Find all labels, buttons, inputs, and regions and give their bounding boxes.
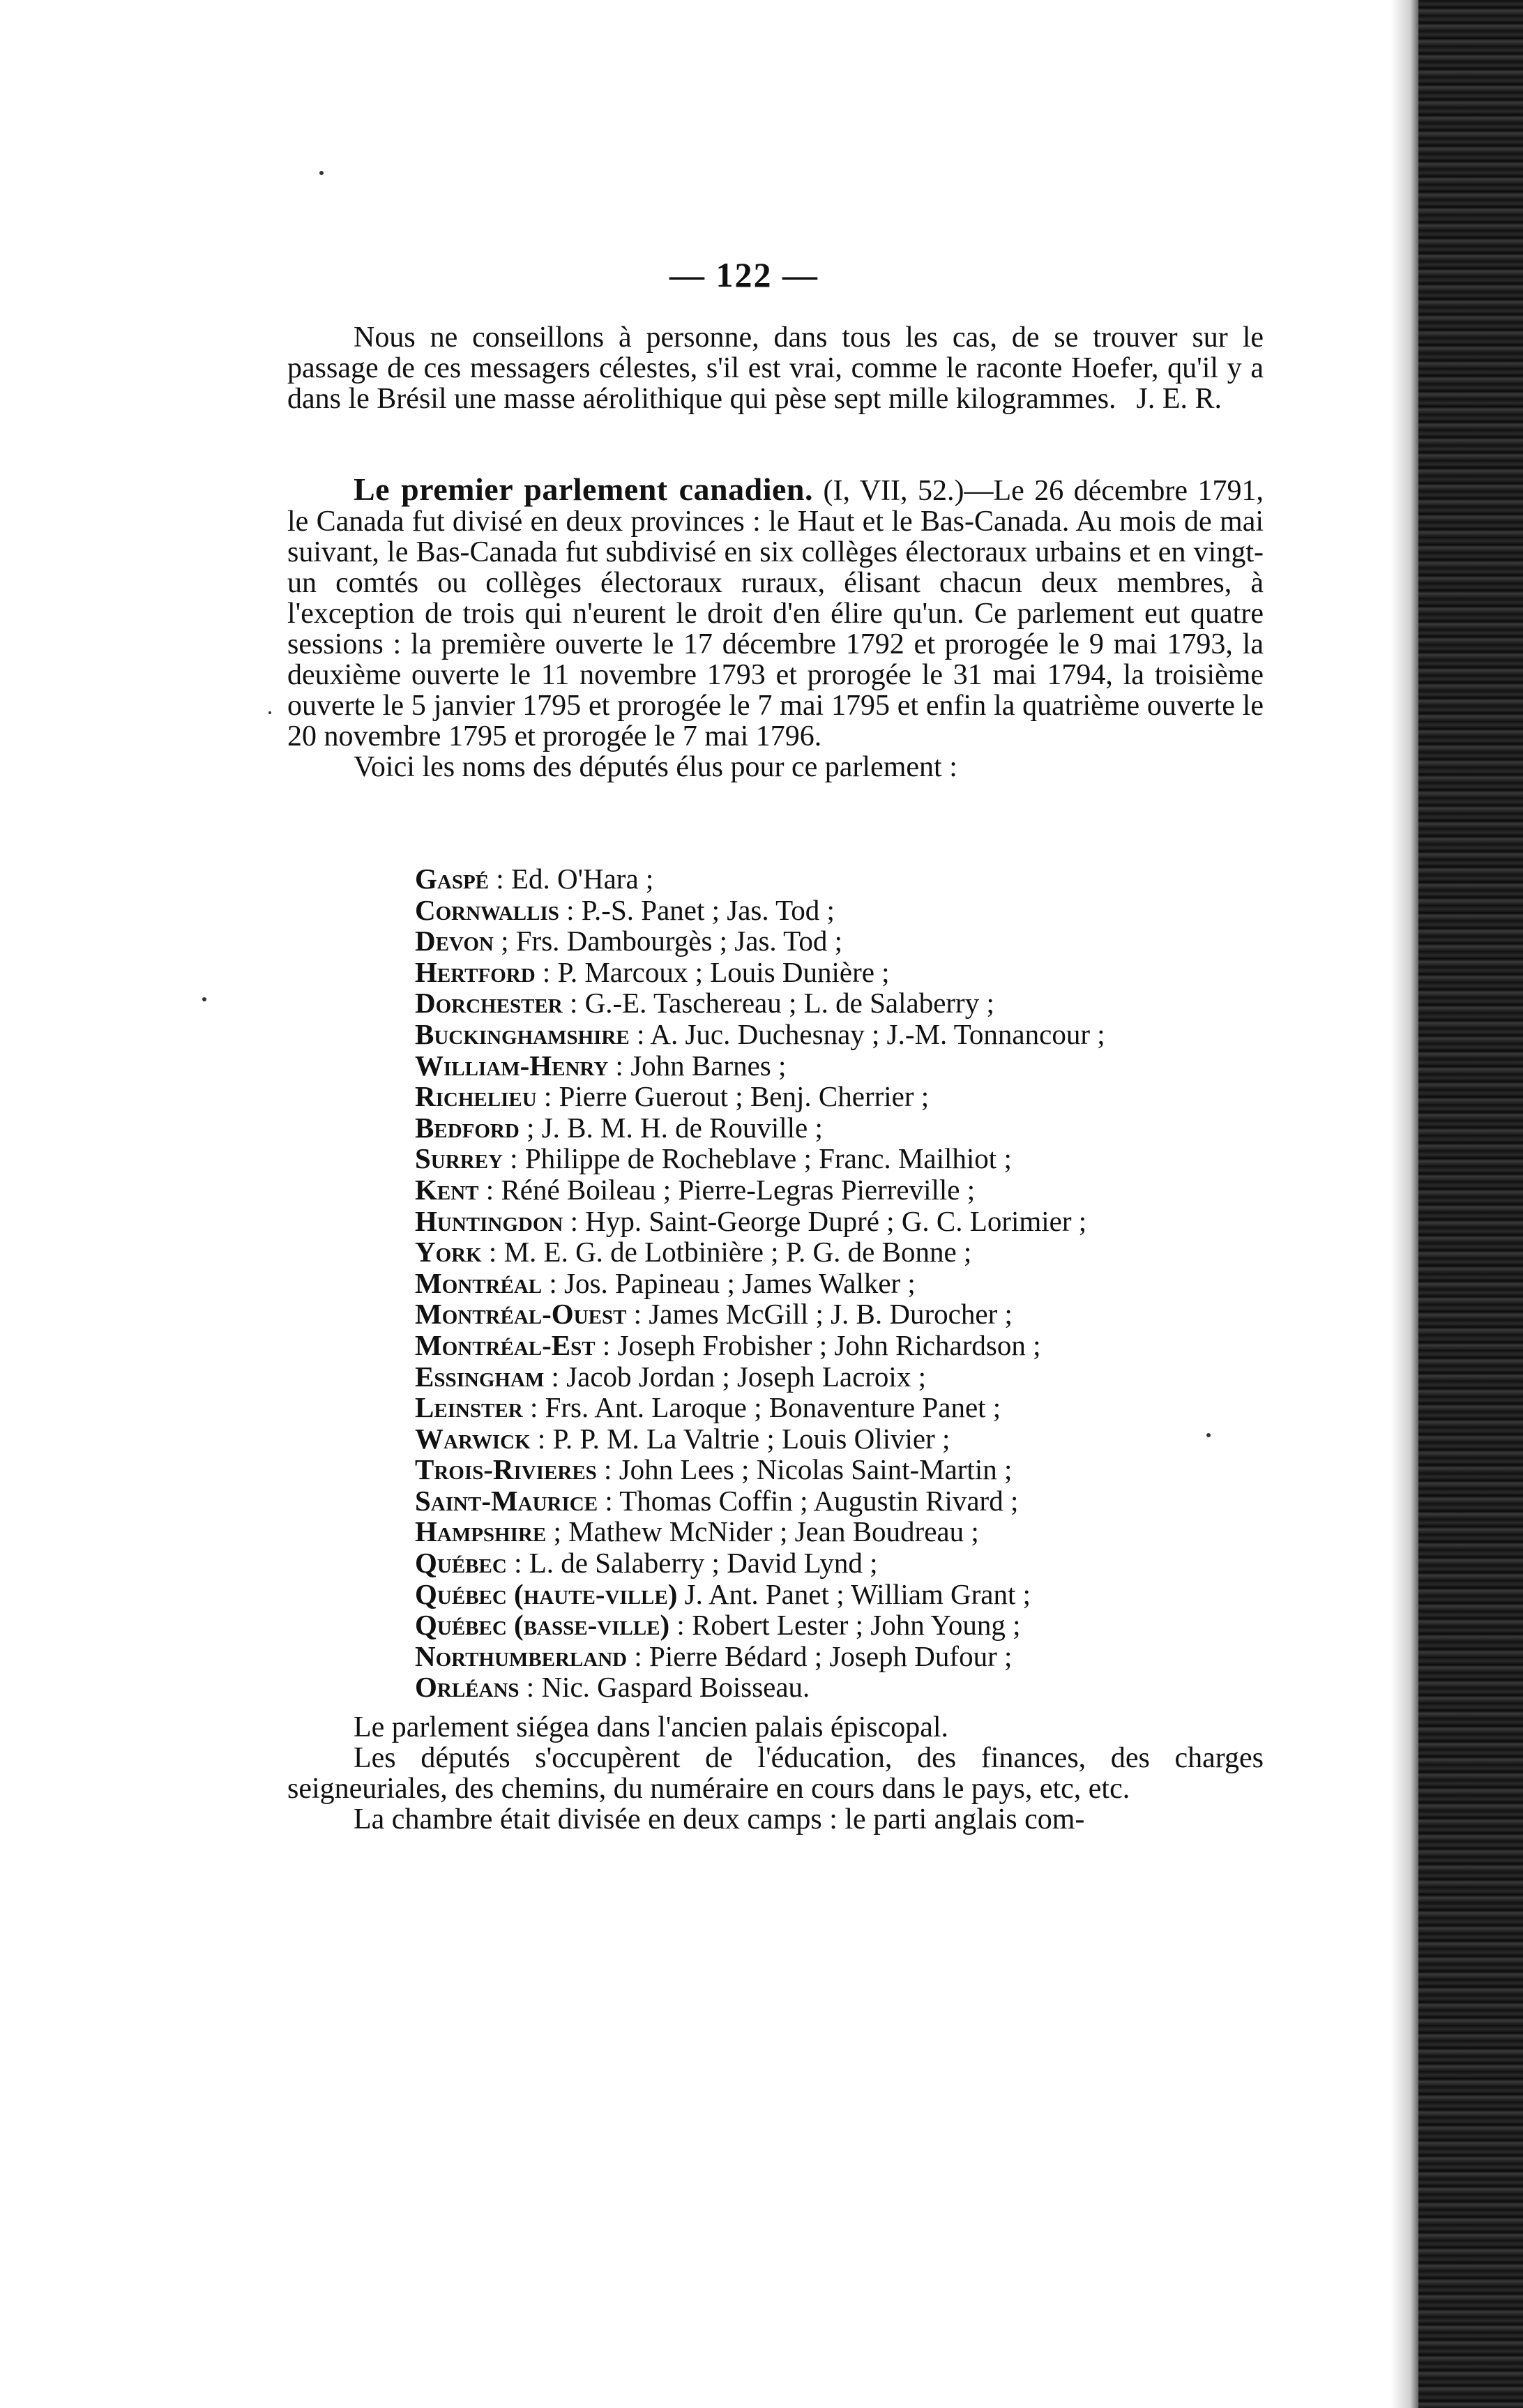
county-separator: : [489,863,511,895]
county-name: Devon [415,925,494,957]
deputy-entry [415,1268,1280,1299]
deputy-names: John Barnes ; [630,1049,787,1082]
county-name: Hampshire [415,1515,547,1548]
county-separator: : [478,1173,501,1206]
deputy-names: P. Marcoux ; Louis Dunière ; [557,955,890,988]
deputy-names: M. E. G. de Lotbinière ; P. G. de Bonne ; [503,1236,972,1269]
closing-paragraph: Le parlement siégea dans l'ancien palais épiscopal. [354,1711,949,1743]
deputy-entry [415,987,1280,1019]
deputy-names: Réné Boileau ; Pierre-Legras Pierreville ; [501,1173,976,1206]
county-separator: : [530,1422,553,1455]
article-section [287,471,1264,783]
deputy-names: Pierre Guerout ; Benj. Cherrier ; [559,1080,930,1113]
ink-speck [268,711,271,714]
county-name: Montréal-Est [415,1328,596,1361]
county-separator: : [506,1547,529,1580]
county-separator: : [502,1142,525,1175]
deputy-names: Frs. Ant. Laroque ; Bonaventure Panet ; [545,1391,1001,1424]
deputy-entry [415,1298,1280,1330]
county-separator: : [542,1266,565,1299]
deputy-names: Thomas Coffin ; Augustin Rivard ; [619,1484,1019,1517]
county-name: Kent [415,1173,479,1206]
county-name: Leinster [415,1391,523,1424]
county-name: William-Henry [415,1049,609,1082]
deputy-entry [415,1579,1280,1610]
deputy-entry [415,1236,1280,1268]
county-separator: ; [493,925,516,957]
county-name: Warwick [415,1422,531,1455]
deputy-names: Jos. Papineau ; James Walker ; [564,1266,916,1299]
deputy-entry [415,1641,1280,1672]
county-separator: : [522,1391,545,1424]
deputy-entry [415,1206,1280,1237]
deputy-entry [415,1019,1280,1050]
county-separator [677,1578,684,1610]
deputy-entry [415,895,1280,926]
county-separator: : [519,1671,542,1704]
county-name: Orléans [415,1671,520,1704]
county-separator: : [559,893,582,926]
deputies-list [415,863,1280,1703]
county-separator: ; [546,1515,569,1548]
county-name: Québec (haute-ville) [415,1577,678,1610]
county-name: Gaspé [415,863,490,895]
deputy-entry [415,1081,1280,1112]
deputy-names: Joseph Frobisher ; John Richardson ; [617,1328,1041,1361]
deputy-entry [415,1330,1280,1361]
closing-paragraphs [287,1712,1264,1835]
county-separator: : [596,1453,619,1486]
county-name: Richelieu [415,1080,537,1113]
deputy-names: James McGill ; J. B. Durocher ; [649,1298,1013,1331]
deputy-entry [415,1610,1280,1641]
deputy-names: Nic. Gaspard Boisseau. [541,1671,810,1704]
deputy-names: Frs. Dambourgès ; Jas. Tod ; [515,925,842,957]
deputy-names: Mathew McNider ; Jean Boudreau ; [568,1515,979,1548]
intro-paragraph [287,322,1264,414]
county-name: Trois-Rivieres [415,1453,597,1486]
deputy-entry [415,1112,1280,1144]
article-body: Le 26 décembre 1791, le Canada fut divisé en deux provinces : le Haut et le Bas-Canada. Au mois de mai suivant, le Bas-Canada fut subdivisé en six collèges électoraux urbains et en vingt-un comtés ou collèges électoraux ruraux, élisant chacun deux membres, à l'exception de trois qui n'eurent le droit d'en élire qu'un. Ce parlement eut quatre sessions : la première ouverte le 17 décembre 1792 et prorogée le 9 mai 1793, la deuxième ouverte le 11 novembre 1793 et prorogée le 31 mai 1794, la troisième ouverte le 5 janvier 1795 et prorogée le 7 mai 1795 et enfin la quatrième ouverte le 20 novembre 1795 et prorogée le 7 mai 1796. [287,475,1264,752]
county-separator: : [562,987,585,1020]
county-separator: : [563,1204,586,1237]
deputy-entry [415,1361,1280,1393]
deputy-entry [415,1174,1280,1206]
county-name: Montréal [415,1266,543,1299]
county-name: Dorchester [415,987,563,1020]
deputy-names: A. Juc. Duchesnay ; J.-M. Tonnancour ; [650,1017,1105,1050]
article-reference: (I, VII, 52.)— [823,475,994,507]
county-separator: : [626,1298,649,1331]
deputy-entry [415,863,1280,895]
deputy-entry [415,957,1280,988]
deputy-names: P.-S. Panet ; Jas. Tod ; [581,893,835,926]
deputy-entry [415,925,1280,957]
deputy-names: Philippe de Rocheblave ; Franc. Mailhiot ; [524,1142,1012,1175]
county-name: Montréal-Ouest [415,1298,627,1331]
page-binding-edge [1418,0,1523,2408]
deputy-entry [415,1672,1280,1703]
county-separator: : [535,955,558,988]
intro-text: Nous ne conseillons à personne, dans tous les cas, de se trouver sur le passage de ces messagers célestes, s'il est vrai, comme le raconte Hoefer, qu'il y a dans le Brésil une masse aérolithique qui pèse sept mille kilogrammes. [287,321,1264,415]
article-title: Le premier parlement canadien. [354,471,813,507]
deputy-entry [415,1516,1280,1547]
county-separator: : [536,1080,559,1113]
ink-speck [319,171,324,175]
county-separator: : [595,1328,618,1361]
deputy-entry [415,1050,1280,1082]
county-separator: : [629,1017,651,1050]
deputy-entry [415,1547,1280,1579]
county-separator: : [627,1640,650,1672]
deputy-names: Ed. O'Hara ; [510,863,654,895]
deputy-names: Robert Lester ; John Young ; [692,1609,1021,1642]
ink-speck [202,997,206,1001]
deputy-names: L. de Salaberry ; David Lynd ; [529,1547,878,1580]
deputy-entry [415,1143,1280,1174]
deputy-names: Pierre Bédard ; Joseph Dufour ; [649,1640,1013,1672]
county-name: Bedford [415,1111,520,1144]
county-separator: : [669,1609,692,1642]
county-separator: : [608,1049,631,1082]
closing-paragraph: Les députés s'occupèrent de l'éducation, des finances, des charges seigneuriales, des chemins, du numéraire en cours dans le pays, etc, etc. [287,1742,1264,1805]
county-name: Québec (basse-ville) [415,1609,670,1642]
county-name: Hertford [415,955,536,988]
county-separator: : [598,1484,620,1517]
deputy-names: J. Ant. Panet ; William Grant ; [684,1577,1031,1610]
intro-signature: J. E. R. [1136,383,1222,415]
deputy-names: G.-E. Taschereau ; L. de Salaberry ; [584,987,994,1020]
county-name: Buckinghamshire [415,1017,630,1050]
deputy-names: P. P. M. La Valtrie ; Louis Olivier ; [552,1422,950,1455]
county-separator: : [544,1360,567,1393]
county-name: Essingham [415,1360,545,1393]
county-name: Saint-Maurice [415,1484,598,1517]
deputy-entry [415,1423,1280,1455]
binding-shadow [1391,0,1418,2408]
closing-paragraph: La chambre était divisée en deux camps : le parti anglais com- [354,1803,1085,1835]
page-number: — 122 — [669,255,819,294]
county-name: Surrey [415,1142,503,1175]
county-name: Northumberland [415,1640,628,1672]
deputy-names: Hyp. Saint-George Dupré ; G. C. Lorimier ; [585,1204,1087,1237]
deputies-list-intro: Voici les noms des députés élus pour ce parlement : [354,751,957,783]
deputy-names: J. B. M. H. de Rouville ; [541,1111,823,1144]
deputy-names: Jacob Jordan ; Joseph Lacroix ; [566,1360,926,1393]
county-separator: : [481,1236,504,1269]
county-separator: ; [519,1111,542,1144]
county-name: Québec [415,1547,507,1580]
deputy-names: John Lees ; Nicolas Saint-Martin ; [619,1453,1013,1486]
deputy-entry [415,1485,1280,1517]
county-name: Cornwallis [415,893,559,926]
deputy-entry [415,1392,1280,1423]
deputy-entry [415,1454,1280,1485]
county-name: York [415,1236,482,1269]
county-name: Huntingdon [415,1204,563,1237]
